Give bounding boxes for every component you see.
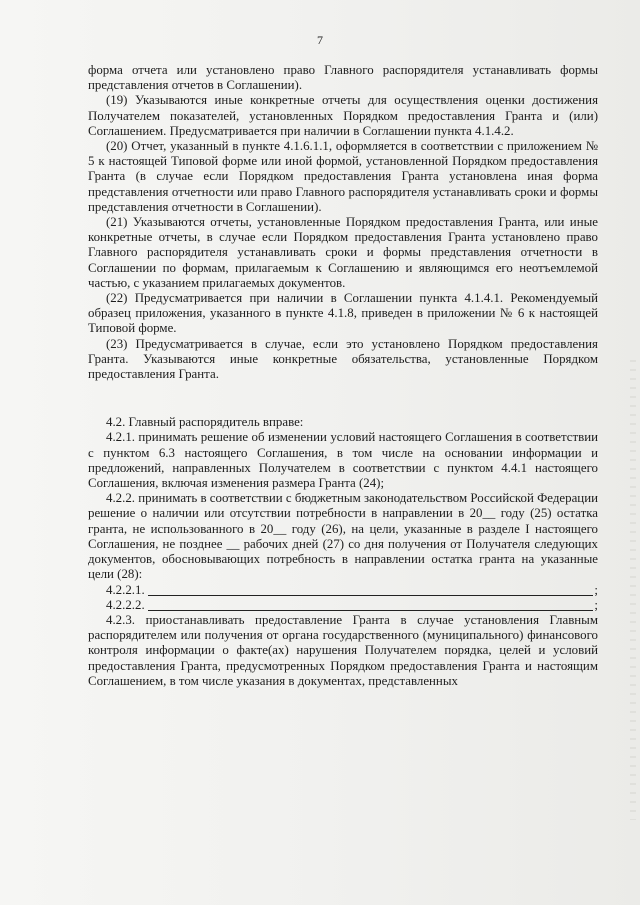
clause-4-2-2-1: [88, 583, 598, 598]
clause-end-mark: ;: [594, 597, 598, 612]
clause-4-2-2-1-number: 4.2.2.1.: [106, 582, 145, 597]
clause-4-2-2: 4.2.2. принимать в соответствии с бюджетным законодательством Российской Федерации решение о наличии или отсутствии потребности в направлении в 20__ году (25) остатка гранта, не использованного в 20__ году (26), на цели, указанные в разделе I настоящего Соглашения, не позднее __ рабочих дней (27) со дня получения от Получателя следующих документов, обосновывающих потребность в направлении остатка гранта на указанные цели (28):: [88, 491, 598, 582]
footnote-19: (19) Указываются иные конкретные отчеты для осуществления оценки достижения Получателем показателей, установленных Порядком предоставления Гранта и (или) Соглашением. Предусматривается при наличии в Соглашении пункта 4.1.4.2.: [88, 93, 598, 138]
clause-end-mark: ;: [594, 582, 598, 597]
clause-4-2-2-2-number: 4.2.2.2.: [106, 597, 145, 612]
clause-4-2-3: 4.2.3. приостанавливать предоставление Гранта в случае установления Главным распорядителем или получения от органа государственного (муниципального) финансового контроля информации о факте(ах) нарушения Получателем порядка, целей и условий предоставления Гранта, предусмотренных Порядком предоставления Гранта и настоящим Соглашением, в том числе указания в документах, представленных: [88, 612, 598, 688]
footnote-20: (20) Отчет, указанный в пункте 4.1.6.1.1, оформляется в соответствии с приложением № 5 к настоящей Типовой форме или иной формой, установленной Порядком предоставления Гранта (в случае если Порядком предоставления Гранта установлена иная форма представления отчетности или право Главного распорядителя устанавливать сроки и формы представления отчетности в Соглашении).: [88, 139, 598, 214]
clause-4-2-1: 4.2.1. принимать решение об изменении условий настоящего Соглашения в соответствии с пунктом 6.3 настоящего Соглашения, в том числе на основании информации и предложений, направленных Получателем в соответствии с пунктом 4.4.1 настоящего Соглашения, включая изменения размера Гранта (24);: [88, 430, 598, 491]
footnote-21: (21) Указываются отчеты, установленные Порядком предоставления Гранта, или иные конкретные отчеты, в случае если Порядком предоставления Гранта установлено право Главного распорядителя устанавливать сроки и формы представления отчетности в Соглашении по формам, прилагаемым к Соглашению и являющимся его неотъемлемой частью, с указанием прилагаемых документов.: [88, 215, 598, 290]
document-body: [88, 63, 598, 689]
clause-4-2-2-2: [88, 598, 598, 613]
section-gap: [88, 382, 598, 415]
scan-edge-artifact: [630, 360, 636, 820]
blank-line: [148, 599, 594, 611]
footnote-23: (23) Предусматривается в случае, если это установлено Порядком предоставления Гранта. Указываются иные конкретные обязательства, установленные Порядком предоставления Гранта.: [88, 336, 598, 382]
page-number: 7: [317, 33, 323, 47]
blank-line: [148, 584, 594, 596]
footnote-22: (22) Предусматривается при наличии в Соглашении пункта 4.1.4.1. Рекомендуемый образец приложения, указанного в пункте 4.1.8, приведен в приложении № 6 к настоящей Типовой форме.: [88, 291, 598, 336]
section-heading: 4.2. Главный распорядитель вправе:: [106, 415, 304, 430]
paragraph-form-continuation: форма отчета или установлено право Главного распорядителя устанавливать формы представления отчетов в Соглашении).: [88, 63, 598, 93]
